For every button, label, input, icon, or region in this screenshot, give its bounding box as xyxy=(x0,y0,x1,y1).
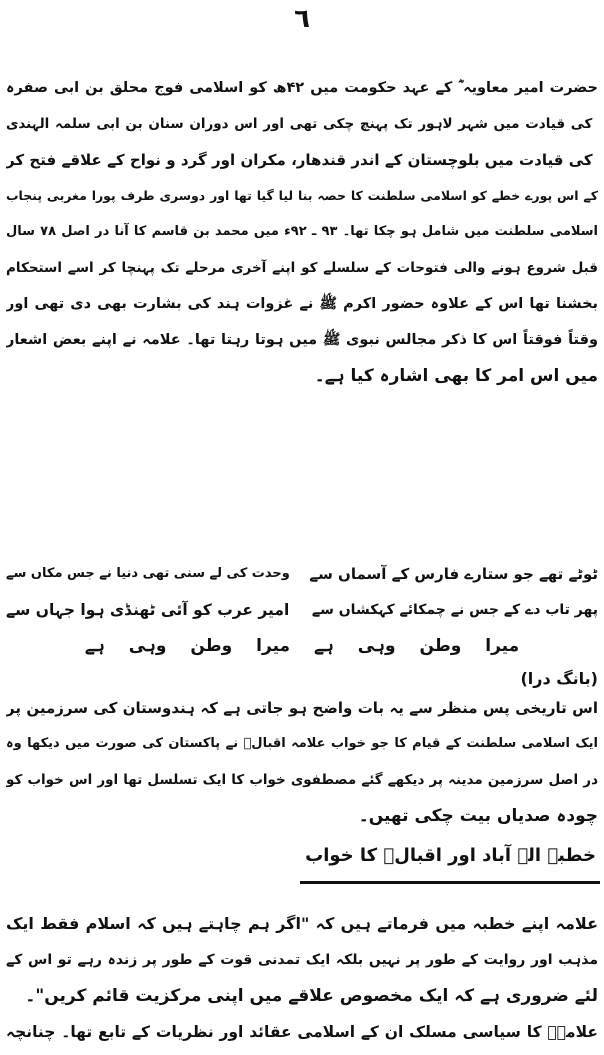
section-heading: خطبہ الہ آباد اور اقبالؒ کا خواب xyxy=(305,845,596,866)
page-number: ٦ xyxy=(294,4,310,34)
text-line: بخشنا تھا اس کے علاوہ حضور اکرم ﷺ نے غزوات ہند کی بشارت بھی دی تھی اور xyxy=(6,296,598,312)
verse-refrain: میرا وطن وہی ہے میرا وطن وہی ہے xyxy=(84,636,520,656)
text-line: اس تاریخی پس منظر سے یہ بات واضح ہو جاتی ہے کہ ہندوستان کی سرزمین پر xyxy=(6,699,598,717)
paragraph-allahabad-address xyxy=(6,906,598,1050)
text-line: علامہؒ کا سیاسی مسلک ان کے اسلامی عقائد اور نظریات کے تابع تھا۔ چنانچہ xyxy=(6,1023,598,1041)
text-line: ایک اسلامی سلطنت کے قیام کا جو خواب علامہ اقبالؒ نے پاکستان کی صورت میں دیکھا وہ xyxy=(6,736,598,751)
verse-first-hemistich: پھر تاب دے کے جس نے چمکائے کہکشاں سے xyxy=(311,602,598,618)
text-line: وقتاً فوقتاً اس کا ذکر مجالس نبوی ﷺ میں ہوتا رہتا تھا۔ علامہ نے اپنے بعض اشعار xyxy=(6,332,598,348)
verse-couplet xyxy=(6,592,598,628)
verse-couplet xyxy=(6,556,598,592)
text-line: حضرت امیر معاویہ ؓ کے عہد حکومت میں ۴۲ھ کو اسلامی فوج محلق بن ابی صفرہ xyxy=(6,80,598,96)
verse-first-hemistich: ٹوٹے تھے جو ستارے فارس کے آسماں سے xyxy=(309,565,598,583)
text-line: علامہ اپنے خطبہ میں فرماتے ہیں کہ "اگر ہم چاہتے ہیں کہ اسلام فقط ایک xyxy=(6,914,598,933)
text-line: قبل شروع ہونے والی فتوحات کے سلسلے کو اپنے آخری مرحلے تک پہنچا کر اسے استحکام xyxy=(6,260,598,276)
text-line: اسلامی سلطنت میں شامل ہو چکا تھا۔ ۹۳ ـ ۹۲ء میں محمد بن قاسم کا آنا در اصل ۷۸ سال xyxy=(6,224,598,239)
text-line: مذہب اور روایت کے طور پر نہیں بلکہ ایک تمدنی قوت کے طور پر زندہ رہے تو اس کے xyxy=(6,952,598,968)
verse-second-hemistich: امیر عرب کو آئی ٹھنڈی ہوا جہاں سے xyxy=(6,601,290,619)
text-line: میں اس امر کا بھی اشارہ کیا ہے۔ xyxy=(314,366,598,386)
verse-source: (بانگ درا) xyxy=(520,669,598,688)
text-line: در اصل سرزمین مدینہ پر دیکھے گئے مصطفوی خواب کا ایک تسلسل تھا اور اس خواب کو xyxy=(6,772,598,788)
text-line: ؓ کی قیادت میں شہر لاہور تک پہنچ چکی تھی اور اس دوران سنان بن ابی سلمہ الہندی xyxy=(6,116,598,132)
verse-second-hemistich: وحدت کی لے سنی تھی دنیا نے جس مکاں سے xyxy=(6,566,290,581)
text-line: لئے ضروری ہے کہ ایک مخصوص علاقے میں اپنی مرکزیت قائم کریں"۔ xyxy=(25,986,598,1006)
paragraph-history xyxy=(6,70,598,394)
text-line: چودہ صدیاں بیت چکی تھیں۔ xyxy=(358,806,598,826)
text-line: ؓ کی قیادت میں بلوچستان کے اندر قندھار، مکران اور گرد و نواح کے علاقے فتح کر xyxy=(6,151,598,169)
section-heading-block xyxy=(300,834,600,890)
heading-underline xyxy=(300,881,600,884)
text-line: کے اس پورے خطے کو اسلامی سلطنت کا حصہ بنا لیا گیا تھا اور دوسری طرف پورا مغربی پنجاب xyxy=(6,188,598,203)
paragraph-background xyxy=(6,690,598,834)
